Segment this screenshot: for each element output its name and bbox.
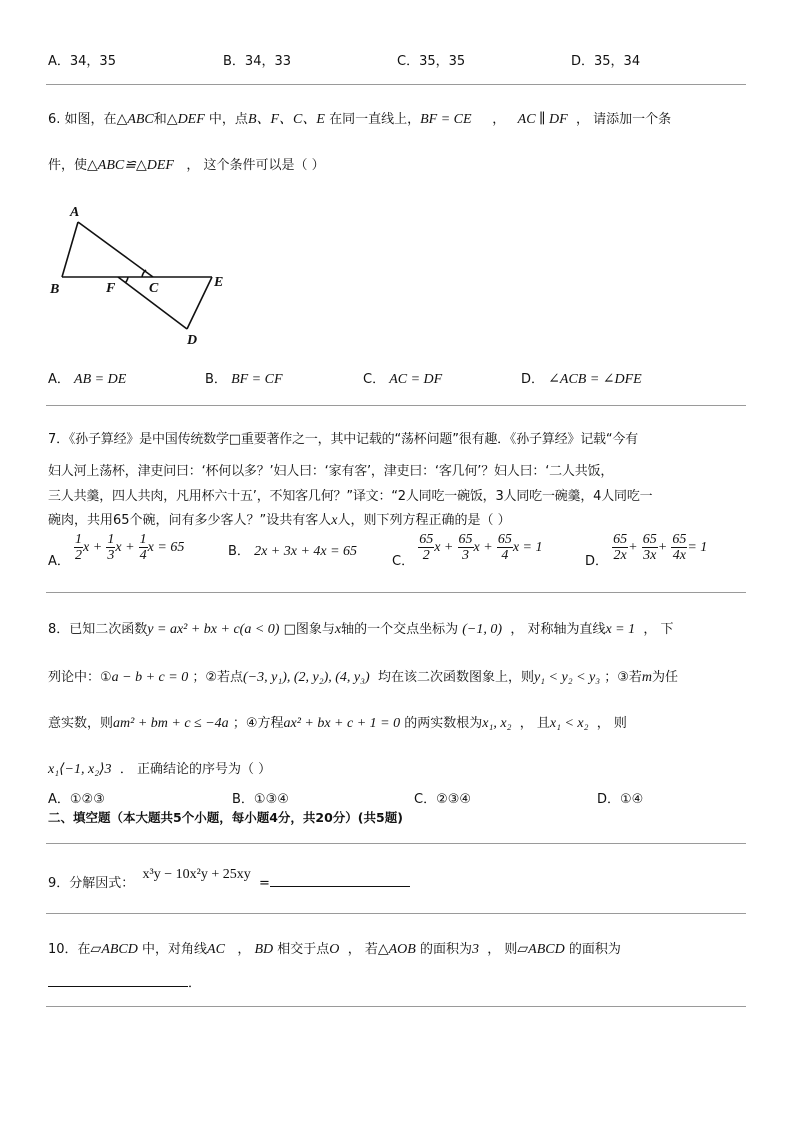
label-c: C xyxy=(149,281,159,296)
label-d: D xyxy=(187,333,198,348)
q6-option-d: D． ∠ACB = ∠DFE xyxy=(521,372,642,387)
q6-option-a: A． AB = DE xyxy=(48,372,127,387)
angle-mark-f xyxy=(125,277,128,283)
label-f: F xyxy=(106,281,116,296)
q5-option-c: C．35，35 xyxy=(397,54,466,69)
q7-option-d: D． $\frac{65}{2x}$ + $\frac{65}{3x}$ + $\frac{65}{4x}$ = 1 xyxy=(585,532,708,569)
q9-line: 9．分解因式： x³y − 10x²y + 25xy = xyxy=(48,872,410,892)
q8-line1: 8．已知二次函数y = ax² + bx + c(a < 0) □图象与x轴的一个交点坐标为 (−1, 0) ， 对称轴为直线x = 1 ， 下 xyxy=(48,622,674,637)
q9-answer-blank[interactable] xyxy=(270,874,410,887)
segment-ab xyxy=(62,222,78,277)
label-b: B xyxy=(50,282,60,297)
q7-option-b: B． 2x + 3x + 4x = 65 xyxy=(228,544,358,559)
q8-line4: x₁⟨−1, x₂⟩3 ． 正确结论的序号为（ ） xyxy=(48,762,272,777)
divider xyxy=(46,913,746,914)
q8-option-c: C．②③④ xyxy=(414,792,472,807)
q10-answer-blank[interactable] xyxy=(48,974,188,987)
q7-option-a: A． $\frac{1}{2}$ x + $\frac{1}{3}$ x + $\frac{1}{4}$ x = 65 xyxy=(48,532,185,569)
angle-mark-c xyxy=(142,270,146,277)
divider xyxy=(46,84,746,85)
divider xyxy=(46,843,746,844)
q7-line1: 7．《孙子算经》是中国传统数学□重要著作之一，其中记载的“荡杯问题”很有趣．《孙子算经》记载“今有 xyxy=(48,432,638,447)
q6-option-b: B． BF = CF xyxy=(205,372,283,387)
section-2-title: 二、填空题（本大题共5个小题，每小题4分，共20分）(共5题) xyxy=(48,810,403,825)
q6-line1: 6. 如图，在△ABC和△DEF 中，点B、F、C、E 在同一直线上，BF = CE ， AC ∥ DF ， 请添加一个条 xyxy=(48,112,672,127)
q8-line2: 列论中：①a − b + c = 0 ；②若点(−3, y₁), (2, y₂), (4, y₃) 均在该二次函数图象上，则y₁ < y₂ < y₃ ；③若m为任 xyxy=(48,670,679,685)
q7-option-c: C． $\frac{65}{2}$ x + $\frac{65}{3}$ x + $\frac{65}{4}$ x = 1 xyxy=(392,532,543,569)
q5-option-d: D．35，34 xyxy=(571,54,641,69)
divider xyxy=(46,1006,746,1007)
q8-option-a: A．①②③ xyxy=(48,792,105,807)
q6-option-c: C． AC = DF xyxy=(363,372,443,387)
q8-option-d: D．①④ xyxy=(597,792,644,807)
divider xyxy=(46,592,746,593)
q8-line3: 意实数，则am² + bm + c ≤ −4a ；④方程ax² + bx + c + 1 = 0 的两实数根为x₁, x₂ ， 且x₁ < x₂ ， 则 xyxy=(48,716,627,731)
label-a: A xyxy=(70,205,80,220)
q7-line2: 妇人河上荡杯，津吏问曰：‘杯何以多？’妇人曰：‘家有客’，津吏曰：‘客几何’？妇人曰：‘二人共饭， xyxy=(48,464,614,479)
segment-ed xyxy=(187,277,212,329)
q8-option-b: B．①③④ xyxy=(232,792,289,807)
q5-option-a: A．34，35 xyxy=(48,54,116,69)
divider xyxy=(46,405,746,406)
q7-line3: 三人共羹，四人共肉，凡用杯六十五’，不知客几何？”译文：“2人同吃一碗饭，3人同吃一碗羹，4人同吃一 xyxy=(48,489,653,504)
segment-ac xyxy=(78,222,153,277)
q6-line2: 件，使△ABC≌△DEF ， 这个条件可以是（ ） xyxy=(48,158,325,173)
q10-line2: ． xyxy=(48,972,201,991)
label-e: E xyxy=(214,275,224,290)
q7-line4: 碗肉，共用65个碗，问有多少客人？”设共有客人x人，则下列方程正确的是（ ） xyxy=(48,513,511,528)
q6-figure xyxy=(44,200,244,350)
q10-line1: 10．在▱ABCD 中，对角线AC ， BD 相交于点O ， 若△AOB 的面积为3 ， 则▱ABCD 的面积为 xyxy=(48,942,621,957)
q5-option-b: B．34，33 xyxy=(223,54,292,69)
